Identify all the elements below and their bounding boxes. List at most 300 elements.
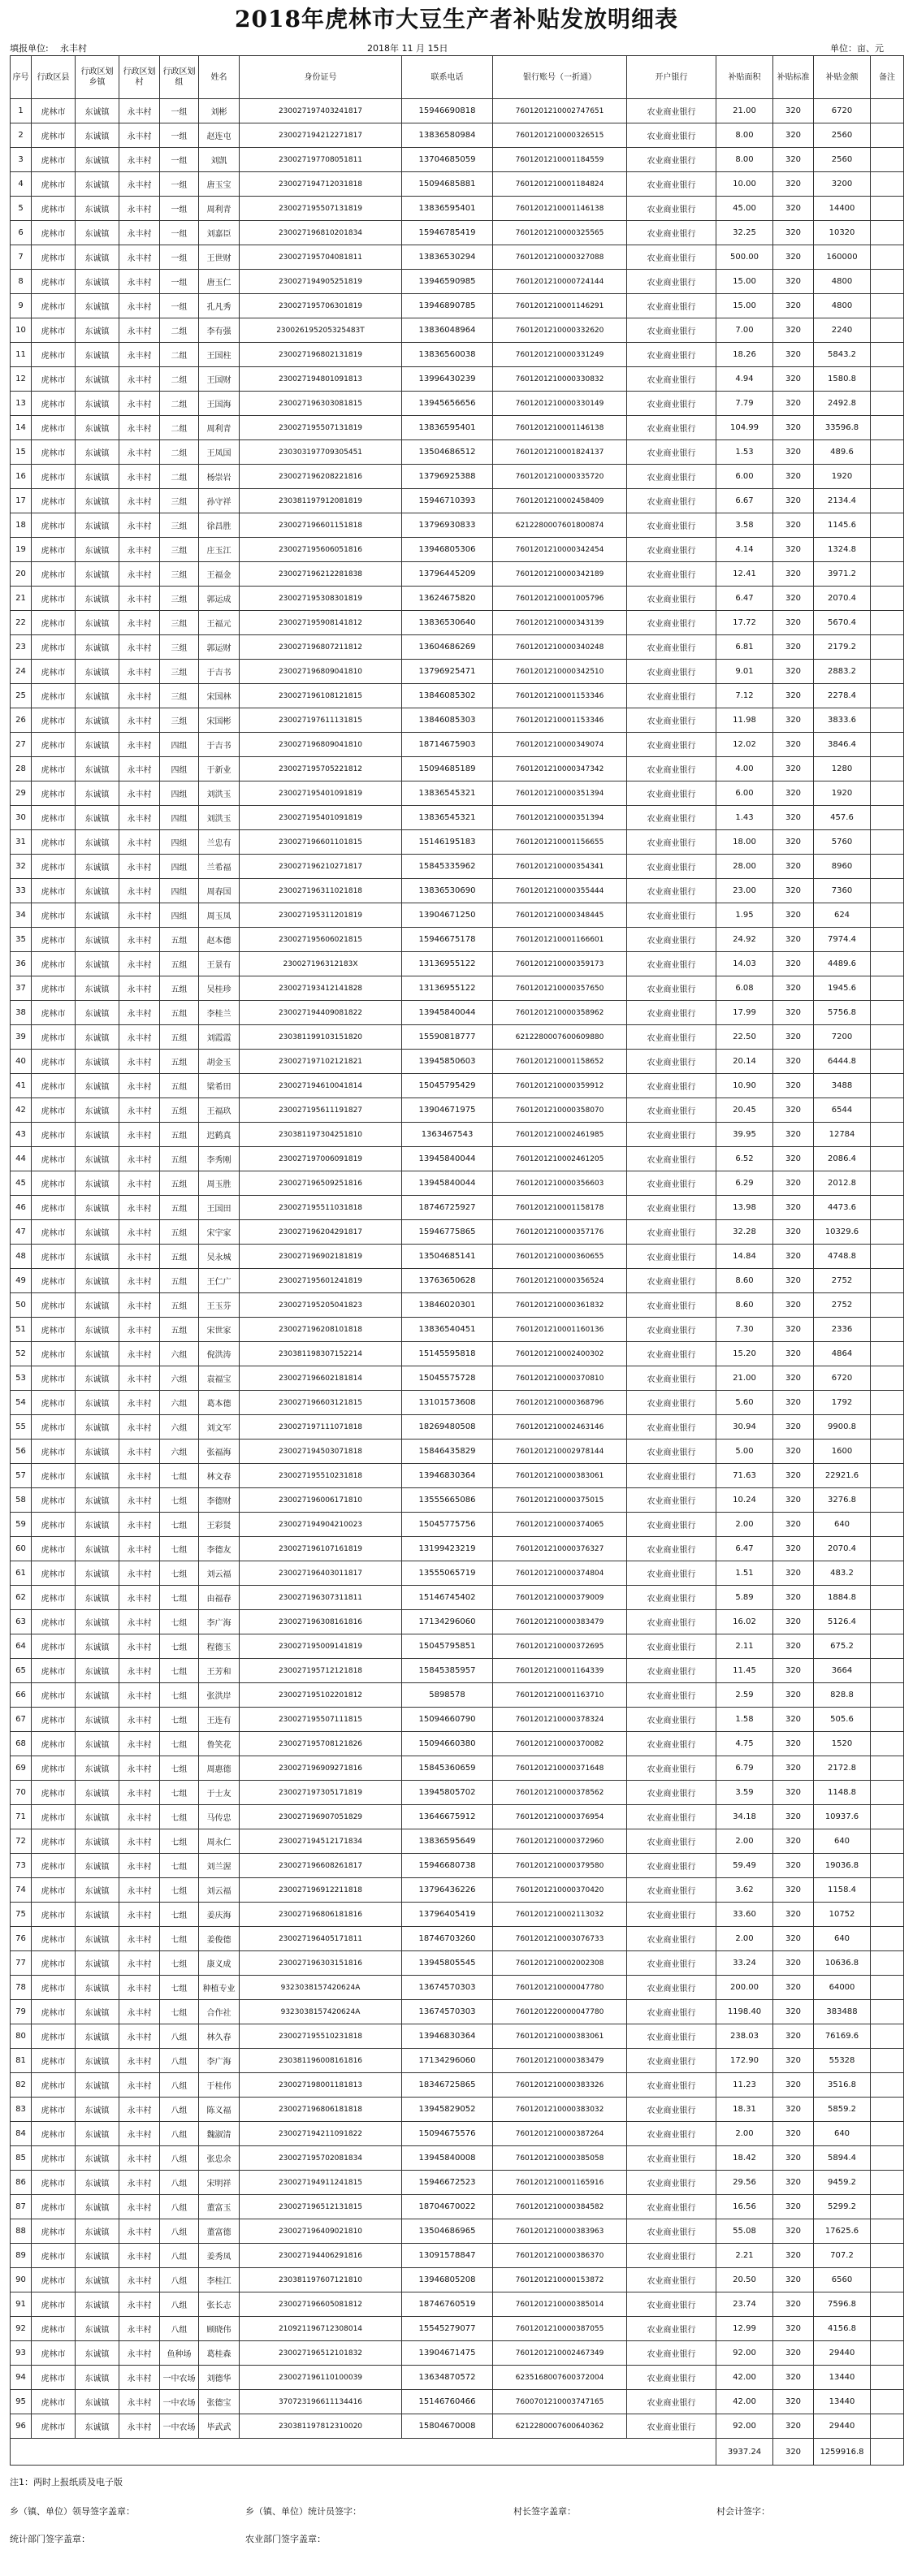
cell-county: 虎林市 xyxy=(32,2024,76,2049)
cell-person-name: 王彩贤 xyxy=(199,1513,240,1537)
cell-subsidy-area: 172.90 xyxy=(716,2049,773,2073)
cell-phone: 13945840044 xyxy=(402,1001,493,1025)
table-row xyxy=(11,1464,904,1488)
cell-county: 虎林市 xyxy=(32,172,76,197)
cell-phone: 15946710393 xyxy=(402,489,493,513)
cell-subsidy-standard: 320 xyxy=(773,1318,814,1342)
cell-subsidy-standard: 320 xyxy=(773,1878,814,1903)
cell-subsidy-area: 10.00 xyxy=(716,172,773,197)
table-row xyxy=(11,1805,904,1829)
cell-person-name: 庄玉江 xyxy=(199,538,240,562)
cell-township: 东诚镇 xyxy=(76,1342,119,1366)
cell-subsidy-amount: 2070.4 xyxy=(814,587,871,611)
cell-township: 东诚镇 xyxy=(76,1050,119,1074)
cell-village: 永丰村 xyxy=(119,1074,160,1098)
cell-village: 永丰村 xyxy=(119,1440,160,1464)
cell-township: 东诚镇 xyxy=(76,781,119,806)
cell-remark xyxy=(871,1781,904,1805)
cell-subsidy-area: 33.60 xyxy=(716,1903,773,1927)
cell-bank-name: 农业商业银行 xyxy=(627,1025,716,1050)
cell-id-number: 230027196509251816 xyxy=(240,1171,402,1196)
cell-phone: 13836540451 xyxy=(402,1318,493,1342)
cell-township: 东诚镇 xyxy=(76,172,119,197)
cell-phone: 15094660380 xyxy=(402,1732,493,1756)
cell-phone: 15946672523 xyxy=(402,2171,493,2195)
cell-bank-name: 农业商业银行 xyxy=(627,172,716,197)
cell-id-number: 230027196602181814 xyxy=(240,1366,402,1391)
table-row xyxy=(11,2317,904,2341)
cell-county: 虎林市 xyxy=(32,733,76,757)
cell-subsidy-amount: 1520 xyxy=(814,1732,871,1756)
cell-subsidy-area: 92.00 xyxy=(716,2414,773,2439)
cell-person-name: 鲁笑花 xyxy=(199,1732,240,1756)
cell-township: 东诚镇 xyxy=(76,245,119,270)
table-row xyxy=(11,2171,904,2195)
cell-row-index: 60 xyxy=(11,1537,32,1561)
cell-county: 虎林市 xyxy=(32,928,76,952)
cell-bank-account: 7601201210001184559 xyxy=(493,148,627,172)
cell-township: 东诚镇 xyxy=(76,2024,119,2049)
note-1: 注1：两时上报纸质及电子版 xyxy=(10,2477,123,2487)
cell-bank-name: 农业商业银行 xyxy=(627,294,716,318)
table-row xyxy=(11,1781,904,1805)
cell-row-index: 32 xyxy=(11,855,32,879)
cell-phone: 13946830364 xyxy=(402,1464,493,1488)
cell-row-index: 46 xyxy=(11,1196,32,1220)
cell-township: 东诚镇 xyxy=(76,2292,119,2317)
cell-row-index: 51 xyxy=(11,1318,32,1342)
cell-person-name: 于新业 xyxy=(199,757,240,781)
cell-township: 东诚镇 xyxy=(76,587,119,611)
cell-subsidy-standard: 320 xyxy=(773,1147,814,1171)
cell-row-index: 90 xyxy=(11,2268,32,2292)
cell-village: 永丰村 xyxy=(119,318,160,343)
cell-group: 鱼种场 xyxy=(160,2341,199,2366)
cell-id-number: 230027196212281838 xyxy=(240,562,402,587)
cell-subsidy-area: 1.58 xyxy=(716,1708,773,1732)
cell-row-index: 29 xyxy=(11,781,32,806)
cell-county: 虎林市 xyxy=(32,392,76,416)
cell-county: 虎林市 xyxy=(32,2268,76,2292)
cell-subsidy-area: 42.00 xyxy=(716,2366,773,2390)
cell-remark xyxy=(871,1927,904,1951)
cell-phone: 13624675820 xyxy=(402,587,493,611)
cell-bank-name: 农业商业银行 xyxy=(627,1781,716,1805)
cell-bank-account: 7601201210000361832 xyxy=(493,1293,627,1318)
cell-village: 永丰村 xyxy=(119,2146,160,2171)
cell-bank-account: 7601201210000356603 xyxy=(493,1171,627,1196)
cell-phone: 17134296060 xyxy=(402,1610,493,1634)
cell-bank-name: 农业商业银行 xyxy=(627,2146,716,2171)
cell-remark xyxy=(871,611,904,635)
cell-township: 东诚镇 xyxy=(76,1756,119,1781)
table-row xyxy=(11,855,904,879)
cell-bank-name: 农业商业银行 xyxy=(627,1074,716,1098)
total-area: 3937.24 xyxy=(716,2439,773,2466)
cell-township: 东诚镇 xyxy=(76,1001,119,1025)
cell-person-name: 赵连屯 xyxy=(199,123,240,148)
table-row xyxy=(11,2366,904,2390)
cell-group: 六组 xyxy=(160,1415,199,1440)
cell-bank-account: 7601201210000383963 xyxy=(493,2219,627,2244)
cell-county: 虎林市 xyxy=(32,1245,76,1269)
cell-bank-account: 7601201210000327088 xyxy=(493,245,627,270)
cell-subsidy-amount: 1158.4 xyxy=(814,1878,871,1903)
table-row xyxy=(11,611,904,635)
cell-bank-account: 7601201210000326515 xyxy=(493,123,627,148)
cell-group: 七组 xyxy=(160,1659,199,1683)
cell-phone: 18746725927 xyxy=(402,1196,493,1220)
cell-bank-name: 农业商业银行 xyxy=(627,757,716,781)
cell-township: 东诚镇 xyxy=(76,221,119,245)
cell-remark xyxy=(871,2268,904,2292)
cell-township: 东诚镇 xyxy=(76,2073,119,2098)
cell-village: 永丰村 xyxy=(119,489,160,513)
cell-id-number: 230027195611191827 xyxy=(240,1098,402,1123)
table-row xyxy=(11,1440,904,1464)
cell-bank-account: 7601201210001146291 xyxy=(493,294,627,318)
cell-person-name: 王国田 xyxy=(199,1196,240,1220)
cell-id-number: 230027194911241815 xyxy=(240,2171,402,2195)
cell-remark xyxy=(871,294,904,318)
table-row xyxy=(11,928,904,952)
cell-bank-name: 农业商业银行 xyxy=(627,806,716,830)
cell-bank-account: 7601201210002467349 xyxy=(493,2341,627,2366)
cell-row-index: 52 xyxy=(11,1342,32,1366)
cell-row-index: 79 xyxy=(11,2000,32,2024)
cell-subsidy-standard: 320 xyxy=(773,2000,814,2024)
cell-phone: 15045795429 xyxy=(402,1074,493,1098)
cell-id-number: 230027196603121815 xyxy=(240,1391,402,1415)
cell-subsidy-area: 18.31 xyxy=(716,2098,773,2122)
cell-subsidy-standard: 320 xyxy=(773,1659,814,1683)
cell-county: 虎林市 xyxy=(32,1342,76,1366)
cell-group: 二组 xyxy=(160,318,199,343)
cell-township: 东诚镇 xyxy=(76,440,119,465)
table-row xyxy=(11,1878,904,1903)
cell-person-name: 陈义福 xyxy=(199,2098,240,2122)
cell-row-index: 63 xyxy=(11,1610,32,1634)
cell-subsidy-area: 7.12 xyxy=(716,684,773,708)
cell-subsidy-standard: 320 xyxy=(773,1708,814,1732)
table-row xyxy=(11,2219,904,2244)
cell-group: 四组 xyxy=(160,733,199,757)
cell-id-number: 230027196512131815 xyxy=(240,2195,402,2219)
cell-bank-name: 农业商业银行 xyxy=(627,318,716,343)
cell-subsidy-standard: 320 xyxy=(773,1245,814,1269)
cell-subsidy-amount: 2134.4 xyxy=(814,489,871,513)
cell-id-number: 230027194904210023 xyxy=(240,1513,402,1537)
cell-village: 永丰村 xyxy=(119,1903,160,1927)
cell-person-name: 毕武武 xyxy=(199,2414,240,2439)
cell-subsidy-amount: 2012.8 xyxy=(814,1171,871,1196)
cell-row-index: 22 xyxy=(11,611,32,635)
cell-phone: 13136955122 xyxy=(402,976,493,1001)
cell-row-index: 68 xyxy=(11,1732,32,1756)
cell-group: 八组 xyxy=(160,2268,199,2292)
cell-subsidy-area: 11.98 xyxy=(716,708,773,733)
cell-phone: 15145595818 xyxy=(402,1342,493,1366)
cell-bank-name: 农业商业银行 xyxy=(627,2390,716,2414)
cell-group: 七组 xyxy=(160,1634,199,1659)
cell-bank-name: 农业商业银行 xyxy=(627,708,716,733)
cell-remark xyxy=(871,952,904,976)
cell-subsidy-standard: 320 xyxy=(773,1586,814,1610)
cell-township: 东诚镇 xyxy=(76,2171,119,2195)
cell-id-number: 230027197102121821 xyxy=(240,1050,402,1074)
cell-remark xyxy=(871,2000,904,2024)
cell-person-name: 迟鹤真 xyxy=(199,1123,240,1147)
cell-bank-account: 7601201210001146138 xyxy=(493,197,627,221)
cell-phone: 18346725865 xyxy=(402,2073,493,2098)
cell-bank-account: 7601201210000378562 xyxy=(493,1781,627,1805)
cell-county: 虎林市 xyxy=(32,123,76,148)
cell-village: 永丰村 xyxy=(119,148,160,172)
cell-county: 虎林市 xyxy=(32,1171,76,1196)
cell-county: 虎林市 xyxy=(32,2000,76,2024)
cell-subsidy-amount: 55328 xyxy=(814,2049,871,2073)
cell-township: 东诚镇 xyxy=(76,1781,119,1805)
cell-remark xyxy=(871,684,904,708)
cell-row-index: 48 xyxy=(11,1245,32,1269)
cell-group: 八组 xyxy=(160,2146,199,2171)
cell-bank-name: 农业商业银行 xyxy=(627,99,716,123)
cell-row-index: 50 xyxy=(11,1293,32,1318)
cell-subsidy-amount: 5299.2 xyxy=(814,2195,871,2219)
table-row xyxy=(11,2414,904,2439)
cell-bank-account: 7601201210002463146 xyxy=(493,1415,627,1440)
unit-measure: 单位：亩、元 xyxy=(830,43,884,54)
cell-village: 永丰村 xyxy=(119,1293,160,1318)
cell-subsidy-amount: 4156.8 xyxy=(814,2317,871,2341)
cell-remark xyxy=(871,172,904,197)
cell-phone: 13904671475 xyxy=(402,2341,493,2366)
table-row xyxy=(11,367,904,392)
cell-remark xyxy=(871,1171,904,1196)
cell-bank-account: 6212280007600640362 xyxy=(493,2414,627,2439)
cell-village: 永丰村 xyxy=(119,733,160,757)
cell-village: 永丰村 xyxy=(119,1513,160,1537)
cell-id-number: 230027196608261817 xyxy=(240,1854,402,1878)
cell-township: 东诚镇 xyxy=(76,1903,119,1927)
cell-person-name: 刘嘉臣 xyxy=(199,221,240,245)
cell-township: 东诚镇 xyxy=(76,318,119,343)
cell-subsidy-amount: 2086.4 xyxy=(814,1147,871,1171)
cell-county: 虎林市 xyxy=(32,1586,76,1610)
cell-phone: 13846085302 xyxy=(402,684,493,708)
cell-subsidy-area: 1.43 xyxy=(716,806,773,830)
cell-county: 虎林市 xyxy=(32,1001,76,1025)
cell-subsidy-standard: 320 xyxy=(773,2414,814,2439)
cell-subsidy-standard: 320 xyxy=(773,733,814,757)
table-row xyxy=(11,1586,904,1610)
table-row xyxy=(11,1171,904,1196)
cell-subsidy-amount: 4800 xyxy=(814,294,871,318)
cell-subsidy-standard: 320 xyxy=(773,587,814,611)
cell-subsidy-amount: 13440 xyxy=(814,2390,871,2414)
cell-subsidy-standard: 320 xyxy=(773,806,814,830)
cell-subsidy-amount: 22921.6 xyxy=(814,1464,871,1488)
cell-row-index: 25 xyxy=(11,684,32,708)
cell-person-name: 吴永城 xyxy=(199,1245,240,1269)
cell-person-name: 程德玉 xyxy=(199,1634,240,1659)
cell-subsidy-amount: 6720 xyxy=(814,99,871,123)
cell-row-index: 54 xyxy=(11,1391,32,1415)
cell-township: 东诚镇 xyxy=(76,2268,119,2292)
cell-remark xyxy=(871,2244,904,2268)
cell-county: 虎林市 xyxy=(32,513,76,538)
cell-group: 五组 xyxy=(160,1050,199,1074)
cell-bank-name: 农业商业银行 xyxy=(627,2073,716,2098)
cell-bank-account: 7601201210000359912 xyxy=(493,1074,627,1098)
table-row xyxy=(11,1269,904,1293)
cell-bank-name: 农业商业银行 xyxy=(627,903,716,928)
cell-group: 七组 xyxy=(160,1586,199,1610)
cell-id-number: 230027196107161819 xyxy=(240,1537,402,1561)
cell-township: 东诚镇 xyxy=(76,976,119,1001)
cell-township: 东诚镇 xyxy=(76,708,119,733)
cell-subsidy-standard: 320 xyxy=(773,416,814,440)
cell-person-name: 兰忠有 xyxy=(199,830,240,855)
cell-id-number: 230027196601151818 xyxy=(240,513,402,538)
cell-row-index: 14 xyxy=(11,416,32,440)
cell-subsidy-amount: 4489.6 xyxy=(814,952,871,976)
cell-village: 永丰村 xyxy=(119,1634,160,1659)
cell-id-number: 230027196303151816 xyxy=(240,1951,402,1976)
cell-county: 虎林市 xyxy=(32,1488,76,1513)
cell-township: 东诚镇 xyxy=(76,2146,119,2171)
cell-village: 永丰村 xyxy=(119,1123,160,1147)
cell-group: 一组 xyxy=(160,294,199,318)
cell-person-name: 周玉凤 xyxy=(199,903,240,928)
cell-subsidy-amount: 1920 xyxy=(814,781,871,806)
cell-subsidy-amount: 6720 xyxy=(814,1366,871,1391)
cell-village: 永丰村 xyxy=(119,1927,160,1951)
cell-id-number: 230027196806181818 xyxy=(240,2098,402,2122)
cell-subsidy-amount: 8960 xyxy=(814,855,871,879)
cell-remark xyxy=(871,2317,904,2341)
cell-subsidy-area: 7.30 xyxy=(716,1318,773,1342)
cell-row-index: 18 xyxy=(11,513,32,538)
table-row xyxy=(11,1659,904,1683)
cell-phone: 15946775865 xyxy=(402,1220,493,1245)
cell-bank-account: 7601201210001166601 xyxy=(493,928,627,952)
cell-subsidy-area: 20.50 xyxy=(716,2268,773,2292)
cell-id-number: 230027195510231818 xyxy=(240,1464,402,1488)
cell-group: 三组 xyxy=(160,562,199,587)
cell-bank-name: 农业商业银行 xyxy=(627,1610,716,1634)
cell-group: 七组 xyxy=(160,1683,199,1708)
page-title: 2018年虎林市大豆生产者补贴发放明细表 xyxy=(235,6,678,32)
cell-remark xyxy=(871,562,904,587)
cell-bank-account: 7601201210000379580 xyxy=(493,1854,627,1878)
cell-subsidy-area: 7.79 xyxy=(716,392,773,416)
cell-group: 一组 xyxy=(160,172,199,197)
cell-village: 永丰村 xyxy=(119,1781,160,1805)
cell-subsidy-area: 6.67 xyxy=(716,489,773,513)
cell-id-number: 230027194905251819 xyxy=(240,270,402,294)
cell-county: 虎林市 xyxy=(32,1440,76,1464)
cell-subsidy-area: 12.41 xyxy=(716,562,773,587)
cell-id-number: 230027196605081812 xyxy=(240,2292,402,2317)
cell-bank-account: 7601201210000371648 xyxy=(493,1756,627,1781)
cell-bank-account: 7601201210002113032 xyxy=(493,1903,627,1927)
cell-remark xyxy=(871,1415,904,1440)
cell-county: 虎林市 xyxy=(32,684,76,708)
cell-county: 虎林市 xyxy=(32,1415,76,1440)
cell-group: 四组 xyxy=(160,806,199,830)
cell-subsidy-standard: 320 xyxy=(773,708,814,733)
cell-bank-account: 7601201210000387055 xyxy=(493,2317,627,2341)
cell-bank-account: 7601201210000383032 xyxy=(493,2098,627,2122)
cell-id-number: 230027194712031818 xyxy=(240,172,402,197)
cell-county: 虎林市 xyxy=(32,2414,76,2439)
cell-village: 永丰村 xyxy=(119,2219,160,2244)
cell-township: 东诚镇 xyxy=(76,1293,119,1318)
cell-row-index: 72 xyxy=(11,1829,32,1854)
cell-village: 永丰村 xyxy=(119,879,160,903)
cell-bank-account: 7601201210001156655 xyxy=(493,830,627,855)
cell-bank-account: 7601201210001163710 xyxy=(493,1683,627,1708)
cell-phone: 15094660790 xyxy=(402,1708,493,1732)
table-row xyxy=(11,1415,904,1440)
header-col-phone: 联系电话 xyxy=(402,56,493,99)
table-row xyxy=(11,538,904,562)
cell-subsidy-amount: 5843.2 xyxy=(814,343,871,367)
cell-subsidy-standard: 320 xyxy=(773,1050,814,1074)
cell-village: 永丰村 xyxy=(119,757,160,781)
cell-person-name: 胡金玉 xyxy=(199,1050,240,1074)
cell-bank-name: 农业商业银行 xyxy=(627,513,716,538)
table-row xyxy=(11,2341,904,2366)
cell-township: 东诚镇 xyxy=(76,733,119,757)
cell-subsidy-amount: 7596.8 xyxy=(814,2292,871,2317)
cell-subsidy-area: 3.62 xyxy=(716,1878,773,1903)
cell-bank-name: 农业商业银行 xyxy=(627,1220,716,1245)
cell-county: 虎林市 xyxy=(32,855,76,879)
cell-subsidy-amount: 640 xyxy=(814,2122,871,2146)
cell-bank-account: 7601201210000342510 xyxy=(493,660,627,684)
cell-group: 五组 xyxy=(160,1293,199,1318)
cell-person-name: 宋国林 xyxy=(199,684,240,708)
cell-person-name: 刘凯 xyxy=(199,148,240,172)
cell-subsidy-standard: 320 xyxy=(773,2366,814,2390)
cell-bank-account: 7601201210000379009 xyxy=(493,1586,627,1610)
cell-group: 一中农场 xyxy=(160,2390,199,2414)
cell-subsidy-amount: 17625.6 xyxy=(814,2219,871,2244)
cell-bank-name: 农业商业银行 xyxy=(627,1586,716,1610)
cell-subsidy-amount: 10937.6 xyxy=(814,1805,871,1829)
cell-id-number: 230027195205041823 xyxy=(240,1293,402,1318)
total-remark xyxy=(871,2439,904,2466)
cell-person-name: 林文春 xyxy=(199,1464,240,1488)
cell-subsidy-area: 15.00 xyxy=(716,270,773,294)
cell-subsidy-amount: 2070.4 xyxy=(814,1537,871,1561)
cell-row-index: 10 xyxy=(11,318,32,343)
cell-person-name: 于桂伟 xyxy=(199,2073,240,2098)
cell-row-index: 1 xyxy=(11,99,32,123)
header-col-remark: 备注 xyxy=(871,56,904,99)
cell-phone: 13945840044 xyxy=(402,1147,493,1171)
cell-village: 永丰村 xyxy=(119,1245,160,1269)
cell-subsidy-amount: 3846.4 xyxy=(814,733,871,757)
cell-township: 东诚镇 xyxy=(76,367,119,392)
cell-id-number: 230027196403011817 xyxy=(240,1561,402,1586)
cell-subsidy-area: 2.21 xyxy=(716,2244,773,2268)
cell-county: 虎林市 xyxy=(32,806,76,830)
cell-subsidy-amount: 1600 xyxy=(814,1440,871,1464)
cell-bank-account: 7601201210000376327 xyxy=(493,1537,627,1561)
